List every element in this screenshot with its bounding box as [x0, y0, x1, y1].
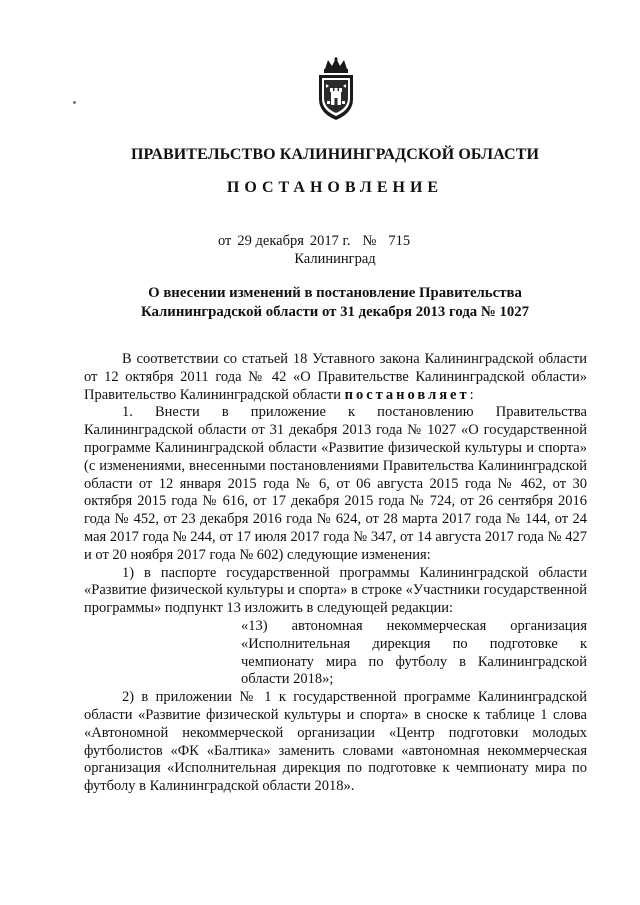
city: Калининград	[294, 251, 376, 267]
subject-line-2: Калининградской области от 31 декабря 2013 года № 1027	[140, 304, 530, 320]
document-type-title: ПОСТАНОВЛЕНИЕ	[226, 179, 444, 196]
subitem-2-paragraph: 2) в приложении № 1 к государственной программе Калининградской области «Развитие физической культуры и спорта» в сноске к таблице 1 слова «Автономной некоммерческой организации «Центр подготовки молодых футболистов «ФК «Балтика» заменить словами «автономная некоммерческая организация «Исполнительная дирекция по подготовке к чемпионату мира по футболу в Калининградской области 2018».	[84, 689, 587, 795]
date-line	[218, 233, 410, 250]
document-subject	[110, 284, 560, 322]
decree-word: постановляет	[344, 386, 470, 403]
date-prefix: от	[218, 233, 232, 249]
preamble-end: :	[469, 386, 474, 403]
subject-line-1: О внесении изменений в постановление Правительства	[148, 285, 522, 301]
government-title: ПРАВИТЕЛЬСТВО КАЛИНИНГРАДСКОЙ ОБЛАСТИ	[130, 146, 540, 163]
document-date: 29 декабря	[237, 233, 304, 249]
document-number: 715	[388, 233, 411, 249]
quoted-subparagraph: «13) автономная некоммерческая организация «Исполнительная дирекция по подготовке к чемпионату мира по футболу в Калининградской области 2018»;	[241, 617, 587, 688]
preamble-text: В соответствии со статьей 18 Уставного закона Калининградской области от 12 октября 2011 года № 42 «О Правительстве Калининградской области» Правительство Калининградской области	[84, 351, 587, 403]
document-body	[84, 351, 587, 796]
number-sign: №	[362, 233, 377, 249]
coat-of-arms-icon	[313, 57, 359, 123]
scan-speck	[73, 101, 76, 104]
item-1-paragraph: 1. Внести в приложение к постановлению Правительства Калининградской области от 31 декабря 2013 года № 1027 «О государственной программе Калининградской области «Развитие физической культуры и спорта» (с изменениями, внесенными постановлениями Правительства Калининградской области от 12 января 2015 года № 6, от 06 августа 2015 года № 462, от 30 октября 2015 года № 616, от 17 декабря 2015 года № 724, от 26 сентября 2016 года № 452, от 23 декабря 2016 года № 624, от 28 марта 2017 года № 144, от 24 мая 2017 года № 244, от 17 июля 2017 года № 347, от 14 августа 2017 года № 427 и от 20 ноября 2017 года № 602) следующие изменения:	[84, 404, 587, 563]
subitem-1-paragraph: 1) в паспорте государственной программы Калининградской области «Развитие физической культуры и спорта» в строке «Участники государственной программы» подпункт 13 изложить в следующей редакции:	[84, 564, 587, 617]
document-year: 2017 г.	[309, 233, 351, 249]
preamble-paragraph	[84, 351, 587, 404]
